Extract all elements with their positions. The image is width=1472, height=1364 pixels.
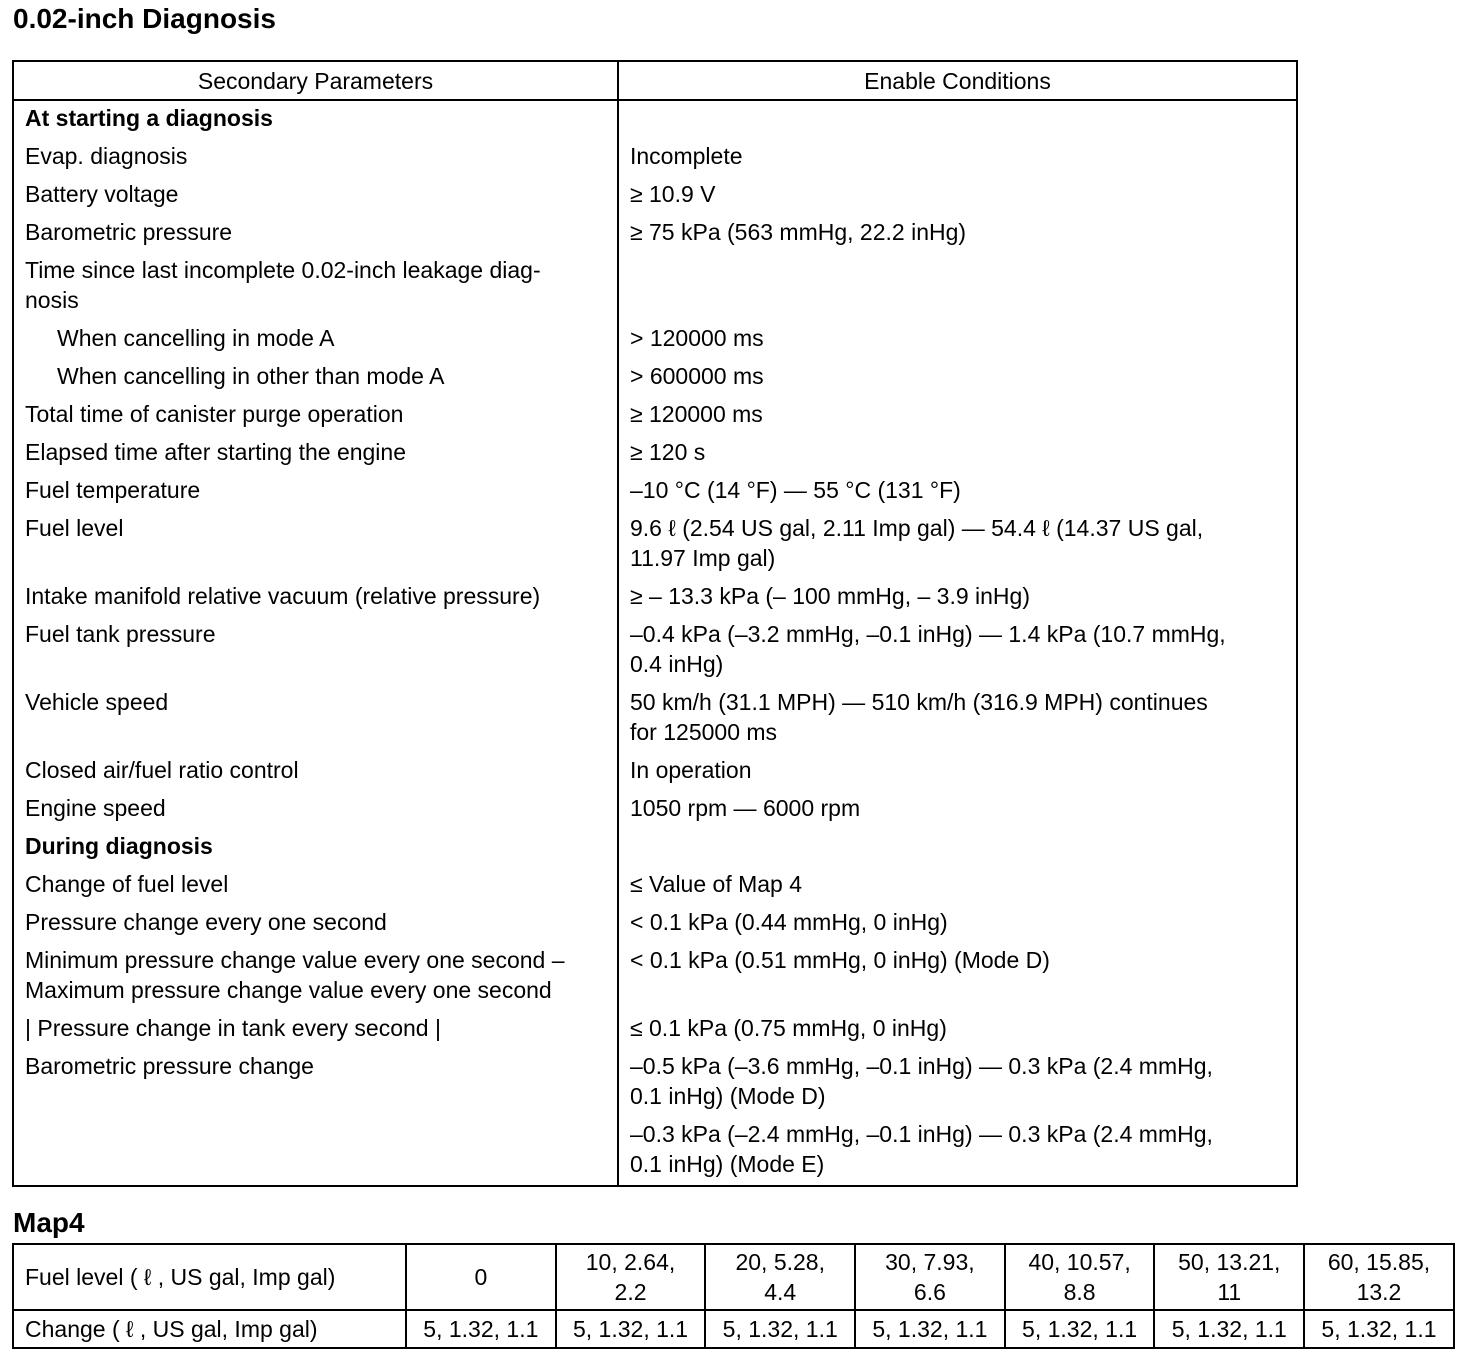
condition-cell: 9.6 ℓ (2.54 US gal, 2.11 Imp gal) — 54.4 ℓ (14.37 US gal, 11.97 Imp gal) [618, 511, 1297, 579]
condition-cell: –0.4 kPa (–3.2 mmHg, –0.1 inHg) — 1.4 kPa (10.7 mmHg, 0.4 inHg) [618, 617, 1297, 685]
map-row-label: Fuel level ( ℓ , US gal, Imp gal) [13, 1244, 406, 1310]
parameter-cell: Closed air/fuel ratio control [13, 753, 618, 791]
map-cell: 0 [406, 1244, 556, 1310]
parameter-cell: When cancelling in mode A [13, 321, 618, 359]
table-row [13, 177, 1297, 215]
table-row [13, 1011, 1297, 1049]
table-row [13, 685, 1297, 753]
map-cell: 5, 1.32, 1.1 [556, 1310, 706, 1348]
condition-cell: 50 km/h (31.1 MPH) — 510 km/h (316.9 MPH) continues for 125000 ms [618, 685, 1297, 753]
parameter-cell: Barometric pressure [13, 215, 618, 253]
parameter-cell: Change of fuel level [13, 867, 618, 905]
table-row [13, 359, 1297, 397]
parameter-cell: Elapsed time after starting the engine [13, 435, 618, 473]
condition-cell: –10 °C (14 °F) — 55 °C (131 °F) [618, 473, 1297, 511]
table-row [13, 617, 1297, 685]
condition-cell: > 600000 ms [618, 359, 1297, 397]
map-cell: 5, 1.32, 1.1 [1005, 1310, 1155, 1348]
header-enable-conditions: Enable Conditions [618, 61, 1297, 100]
condition-cell: > 120000 ms [618, 321, 1297, 359]
map-cell: 5, 1.32, 1.1 [1304, 1310, 1454, 1348]
table-row [13, 253, 1297, 321]
parameter-cell: Barometric pressure change [13, 1049, 618, 1117]
map-cell: 5, 1.32, 1.1 [855, 1310, 1005, 1348]
map-title: Map4 [13, 1207, 85, 1238]
condition-cell: ≥ 10.9 V [618, 177, 1297, 215]
parameter-cell: During diagnosis [13, 829, 618, 867]
condition-cell: ≤ Value of Map 4 [618, 867, 1297, 905]
map-table-body [13, 1244, 1454, 1348]
parameter-cell: Engine speed [13, 791, 618, 829]
table-row [13, 905, 1297, 943]
condition-cell: < 0.1 kPa (0.51 mmHg, 0 inHg) (Mode D) [618, 943, 1297, 1011]
condition-cell [618, 100, 1297, 139]
parameter-cell: Vehicle speed [13, 685, 618, 753]
condition-cell: ≥ 120 s [618, 435, 1297, 473]
condition-cell: ≤ 0.1 kPa (0.75 mmHg, 0 inHg) [618, 1011, 1297, 1049]
table-row [13, 397, 1297, 435]
parameter-cell: | Pressure change in tank every second | [13, 1011, 618, 1049]
condition-cell: In operation [618, 753, 1297, 791]
parameter-cell [13, 1117, 618, 1186]
table-body [13, 100, 1297, 1186]
map-cell: 20, 5.28, 4.4 [705, 1244, 855, 1310]
parameter-cell: Intake manifold relative vacuum (relative pressure) [13, 579, 618, 617]
parameter-cell: Minimum pressure change value every one second – Maximum pressure change value every one second [13, 943, 618, 1011]
page-title: 0.02-inch Diagnosis [13, 3, 276, 34]
condition-cell: Incomplete [618, 139, 1297, 177]
map-cell: 40, 10.57, 8.8 [1005, 1244, 1155, 1310]
table-row [13, 100, 1297, 139]
parameter-cell: At starting a diagnosis [13, 100, 618, 139]
map-cell: 5, 1.32, 1.1 [705, 1310, 855, 1348]
parameter-cell: Fuel tank pressure [13, 617, 618, 685]
secondary-parameters-table [12, 60, 1298, 1187]
table-row [13, 321, 1297, 359]
parameter-cell: Pressure change every one second [13, 905, 618, 943]
map-cell: 5, 1.32, 1.1 [406, 1310, 556, 1348]
table-row [13, 579, 1297, 617]
map-cell: 50, 13.21, 11 [1154, 1244, 1304, 1310]
condition-cell: 1050 rpm — 6000 rpm [618, 791, 1297, 829]
map-row-fuel-level [13, 1244, 1454, 1310]
table-row [13, 139, 1297, 177]
map-row-label: Change ( ℓ , US gal, Imp gal) [13, 1310, 406, 1348]
condition-cell: –0.3 kPa (–2.4 mmHg, –0.1 inHg) — 0.3 kPa (2.4 mmHg, 0.1 inHg) (Mode E) [618, 1117, 1297, 1186]
parameter-cell: Total time of canister purge operation [13, 397, 618, 435]
map-cell: 60, 15.85, 13.2 [1304, 1244, 1454, 1310]
map4-table [12, 1243, 1455, 1349]
condition-cell [618, 829, 1297, 867]
condition-cell: ≥ 75 kPa (563 mmHg, 22.2 inHg) [618, 215, 1297, 253]
table-row [13, 753, 1297, 791]
table-row [13, 435, 1297, 473]
condition-cell: ≥ 120000 ms [618, 397, 1297, 435]
table-header-row [13, 61, 1297, 100]
header-secondary-parameters: Secondary Parameters [13, 61, 618, 100]
table-row [13, 1117, 1297, 1186]
table-row [13, 867, 1297, 905]
condition-cell: –0.5 kPa (–3.6 mmHg, –0.1 inHg) — 0.3 kPa (2.4 mmHg, 0.1 inHg) (Mode D) [618, 1049, 1297, 1117]
map-row-change [13, 1310, 1454, 1348]
parameter-cell: Time since last incomplete 0.02-inch leakage diag- nosis [13, 253, 618, 321]
condition-cell: < 0.1 kPa (0.44 mmHg, 0 inHg) [618, 905, 1297, 943]
parameter-cell: Fuel level [13, 511, 618, 579]
table-row [13, 829, 1297, 867]
table-row [13, 1049, 1297, 1117]
condition-cell [618, 253, 1297, 321]
map-cell: 5, 1.32, 1.1 [1154, 1310, 1304, 1348]
parameter-cell: Battery voltage [13, 177, 618, 215]
map-cell: 10, 2.64, 2.2 [556, 1244, 706, 1310]
parameter-cell: Evap. diagnosis [13, 139, 618, 177]
parameter-cell: When cancelling in other than mode A [13, 359, 618, 397]
parameter-cell: Fuel temperature [13, 473, 618, 511]
table-row [13, 791, 1297, 829]
table-row [13, 511, 1297, 579]
map-cell: 30, 7.93, 6.6 [855, 1244, 1005, 1310]
table-row [13, 943, 1297, 1011]
table-row [13, 215, 1297, 253]
condition-cell: ≥ – 13.3 kPa (– 100 mmHg, – 3.9 inHg) [618, 579, 1297, 617]
table-row [13, 473, 1297, 511]
